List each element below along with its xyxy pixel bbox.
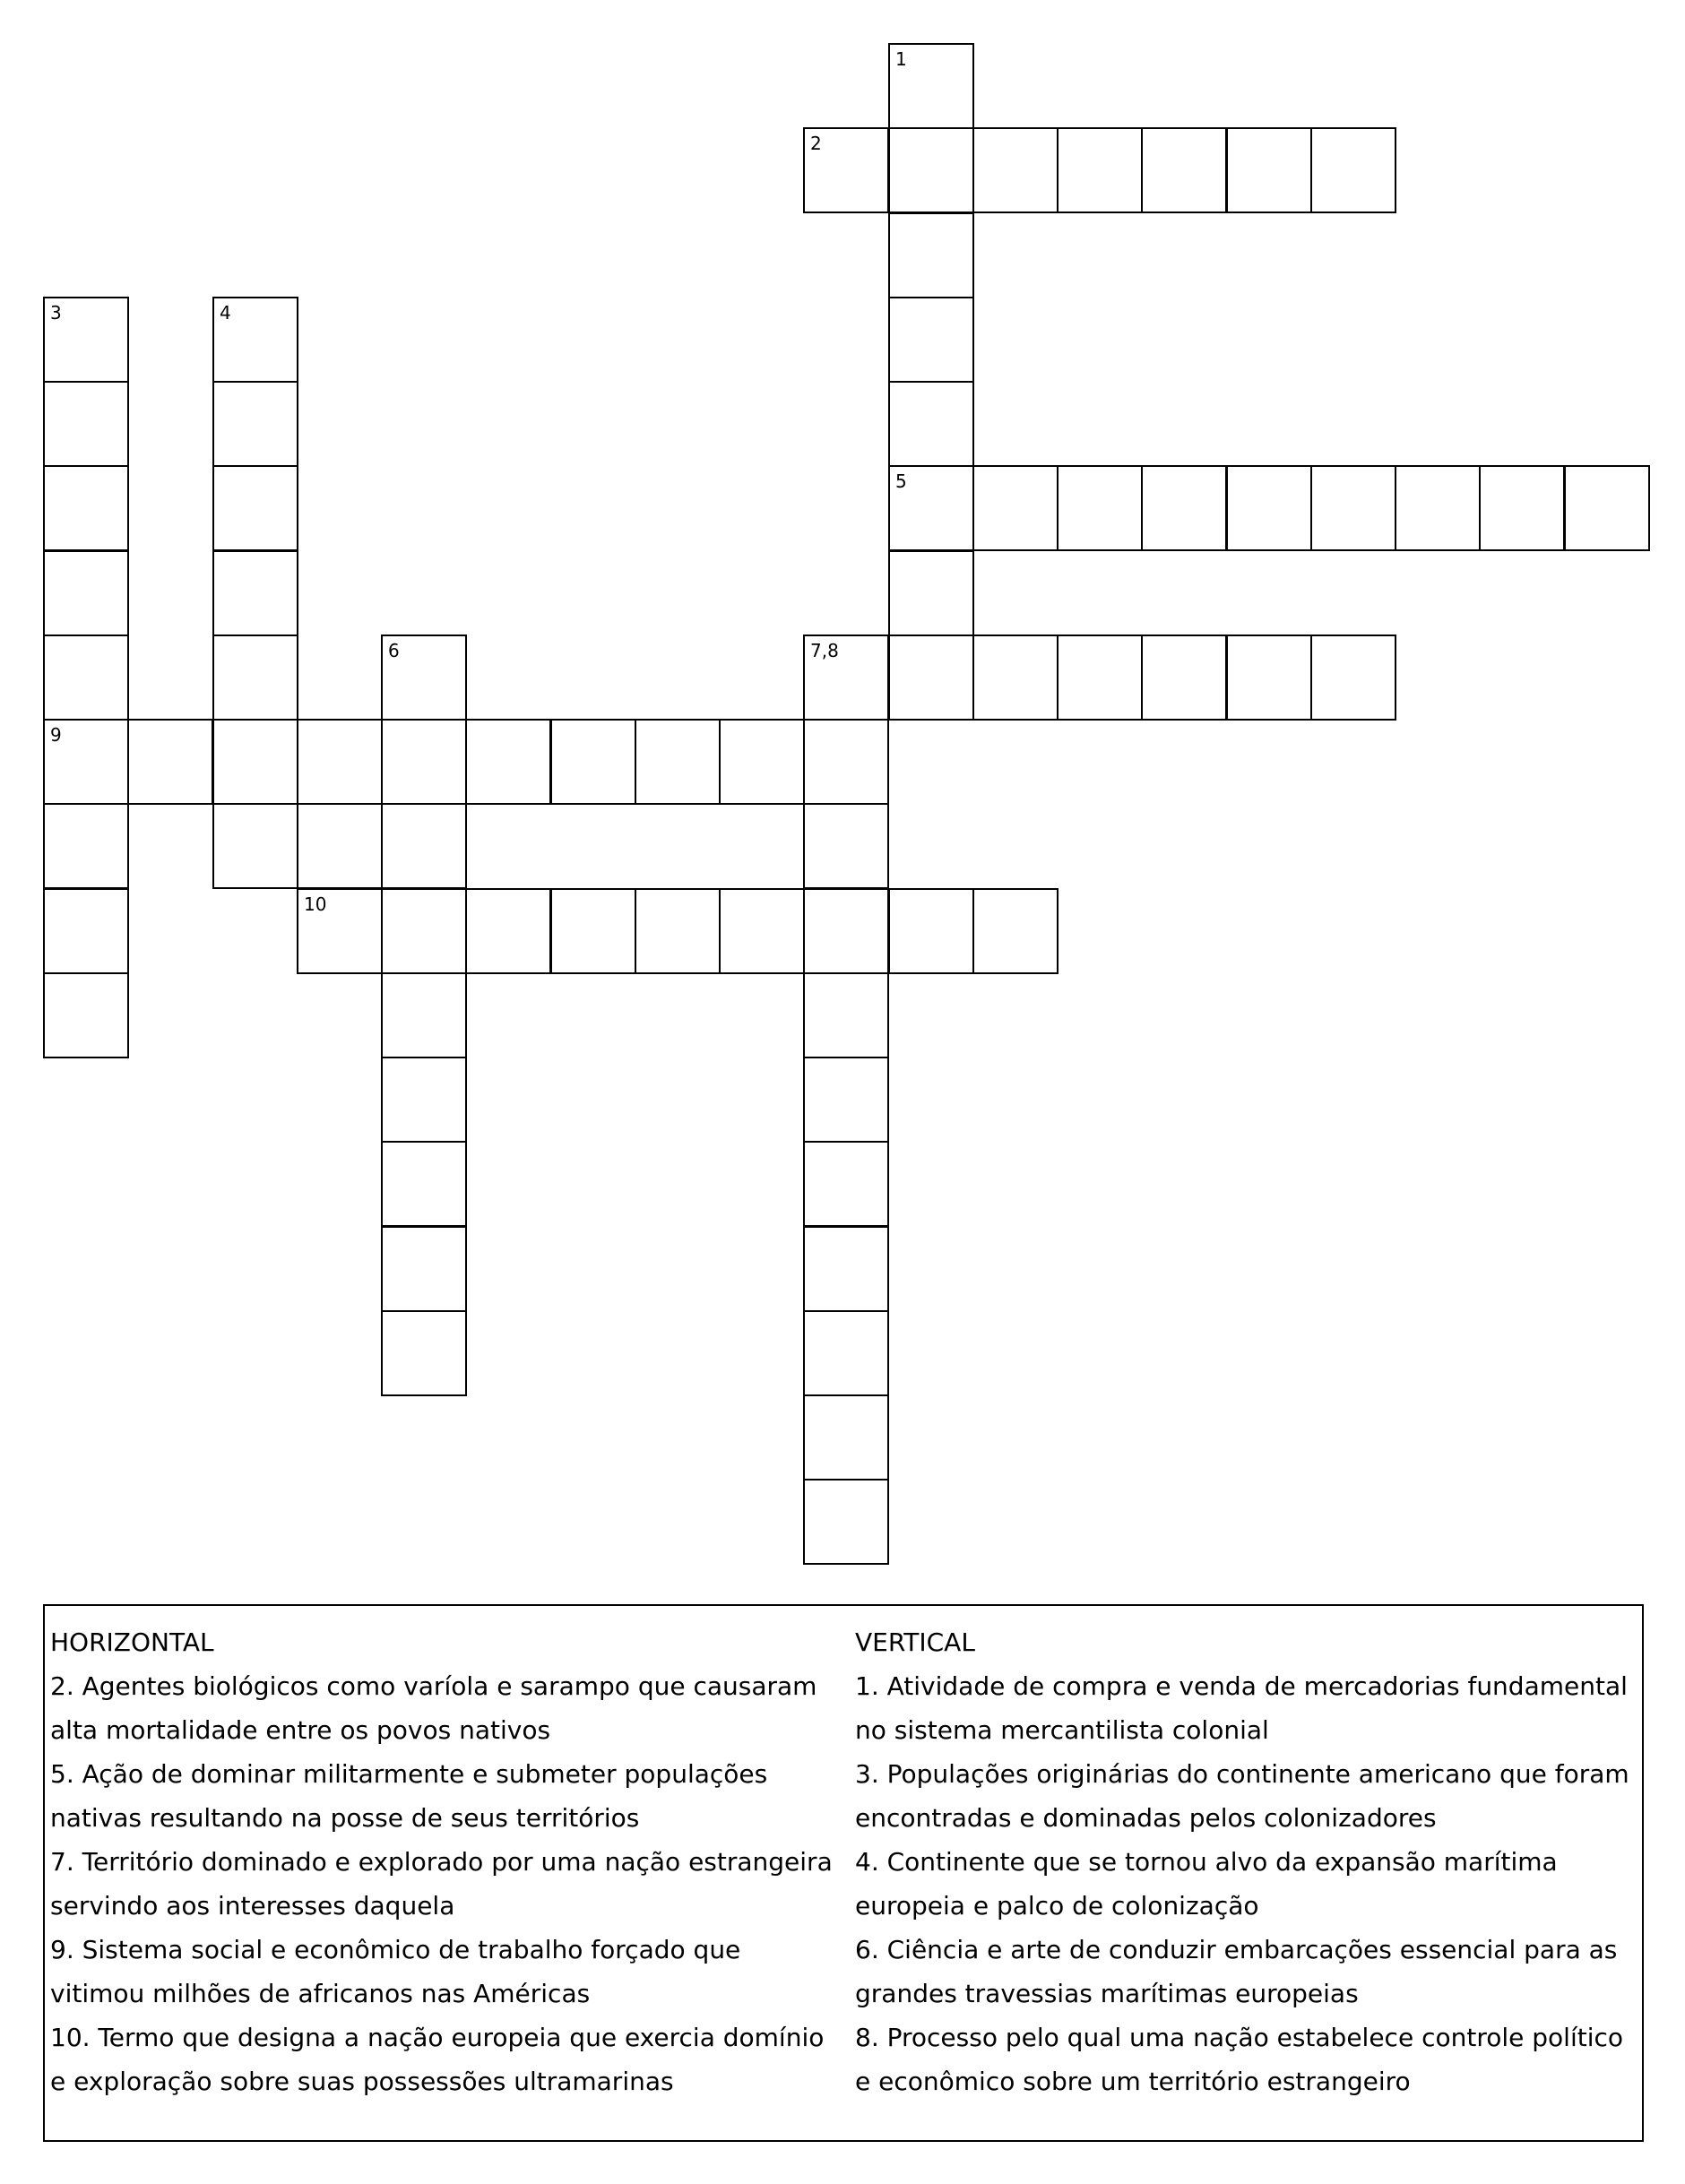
clue-number: 3 (50, 302, 62, 324)
clue-v-6: 6. Ciência e arte de conduzir embarcações essencial para as grandes travessias marítimas europeias (855, 1935, 1618, 2008)
crossword-cell[interactable] (381, 634, 467, 721)
crossword-cell[interactable] (43, 888, 129, 974)
clues-box (43, 1604, 1644, 2142)
crossword-cell[interactable] (212, 381, 298, 467)
crossword-cell[interactable] (212, 550, 298, 636)
crossword-cell[interactable] (635, 719, 721, 805)
crossword-cell[interactable] (550, 719, 636, 805)
crossword-cell[interactable] (43, 719, 129, 805)
crossword-cell[interactable] (1564, 465, 1650, 551)
crossword-cell[interactable] (381, 1057, 467, 1143)
crossword-cell[interactable] (43, 550, 129, 636)
crossword-cell[interactable] (888, 43, 974, 129)
crossword-cell[interactable] (803, 1141, 889, 1227)
crossword-cell[interactable] (43, 634, 129, 721)
crossword-cell[interactable] (888, 212, 974, 298)
vertical-clues (855, 1620, 1637, 2103)
crossword-cell[interactable] (1226, 127, 1312, 213)
crossword-cell[interactable] (43, 465, 129, 551)
crossword-cell[interactable] (803, 1226, 889, 1312)
crossword-cell[interactable] (888, 465, 974, 551)
crossword-cell[interactable] (381, 719, 467, 805)
crossword-cell[interactable] (43, 972, 129, 1058)
crossword-cell[interactable] (381, 803, 467, 889)
crossword-cell[interactable] (381, 1310, 467, 1396)
clue-number: 7,8 (810, 640, 839, 661)
crossword-cell[interactable] (43, 381, 129, 467)
crossword-cell[interactable] (803, 1394, 889, 1480)
crossword-cell[interactable] (1479, 465, 1565, 551)
crossword-cell[interactable] (1226, 634, 1312, 721)
crossword-cell[interactable] (212, 465, 298, 551)
crossword-cell[interactable] (888, 550, 974, 636)
crossword-cell[interactable] (803, 803, 889, 889)
crossword-cell[interactable] (888, 297, 974, 383)
crossword-cell[interactable] (465, 888, 551, 974)
crossword-cell[interactable] (297, 888, 383, 974)
crossword-cell[interactable] (1310, 465, 1396, 551)
crossword-cell[interactable] (1141, 465, 1227, 551)
crossword-cell[interactable] (1141, 634, 1227, 721)
clue-number: 6 (388, 640, 400, 661)
crossword-cell[interactable] (1057, 465, 1143, 551)
crossword-cell[interactable] (1057, 127, 1143, 213)
crossword-cell[interactable] (888, 634, 974, 721)
crossword-cell[interactable] (803, 888, 889, 974)
crossword-cell[interactable] (212, 297, 298, 383)
clue-h-7: 7. Território dominado e explorado por uma nação estrangeira servindo aos interesses daquela (50, 1847, 833, 1921)
clue-h-5: 5. Ação de dominar militarmente e submeter populações nativas resultando na posse de seus territórios (50, 1759, 768, 1833)
crossword-cell[interactable] (297, 803, 383, 889)
crossword-cell[interactable] (550, 888, 636, 974)
crossword-cell[interactable] (635, 888, 721, 974)
crossword-cell[interactable] (972, 634, 1059, 721)
crossword-cell[interactable] (1057, 634, 1143, 721)
crossword-cell[interactable] (888, 381, 974, 467)
crossword-cell[interactable] (212, 803, 298, 889)
crossword-cell[interactable] (43, 297, 129, 383)
crossword-cell[interactable] (43, 803, 129, 889)
clue-h-2: 2. Agentes biológicos como varíola e sarampo que causaram alta mortalidade entre os povos nativos (50, 1671, 817, 1745)
crossword-cell[interactable] (381, 888, 467, 974)
crossword-cell[interactable] (381, 1141, 467, 1227)
crossword-cell[interactable] (1141, 127, 1227, 213)
crossword-cell[interactable] (719, 719, 805, 805)
crossword-cell[interactable] (719, 888, 805, 974)
crossword-cell[interactable] (972, 465, 1059, 551)
clue-h-10: 10. Termo que designa a nação europeia que exercia domínio e exploração sobre suas possessões ultramarinas (50, 2023, 825, 2096)
crossword-cell[interactable] (212, 634, 298, 721)
crossword-cell[interactable] (1395, 465, 1481, 551)
clue-number: 4 (220, 302, 231, 324)
crossword-cell[interactable] (803, 1310, 889, 1396)
crossword-cell[interactable] (972, 127, 1059, 213)
crossword-cell[interactable] (465, 719, 551, 805)
clue-number: 1 (895, 48, 907, 70)
crossword-cell[interactable] (127, 719, 213, 805)
crossword-cell[interactable] (1310, 634, 1396, 721)
crossword-cell[interactable] (803, 127, 889, 213)
clue-number: 5 (895, 470, 907, 492)
crossword-cell[interactable] (1226, 465, 1312, 551)
clue-number: 2 (810, 133, 822, 154)
crossword-cell[interactable] (381, 1226, 467, 1312)
crossword-cell[interactable] (888, 127, 974, 213)
crossword-cell[interactable] (803, 634, 889, 721)
crossword-cell[interactable] (1310, 127, 1396, 213)
clue-v-8: 8. Processo pelo qual uma nação estabelece controle político e econômico sobre um território estrangeiro (855, 2023, 1624, 2096)
crossword-cell[interactable] (803, 719, 889, 805)
crossword-cell[interactable] (803, 972, 889, 1058)
clue-v-4: 4. Continente que se tornou alvo da expansão marítima europeia e palco de colonização (855, 1847, 1558, 1921)
horizontal-title: HORIZONTAL (50, 1627, 214, 1657)
crossword-cell[interactable] (972, 888, 1059, 974)
clue-v-1: 1. Atividade de compra e venda de mercadorias fundamental no sistema mercantilista colonial (855, 1671, 1628, 1745)
crossword-cell[interactable] (803, 1479, 889, 1565)
clue-number: 10 (304, 893, 327, 915)
crossword-cell[interactable] (888, 888, 974, 974)
clue-v-3: 3. Populações originárias do continente americano que foram encontradas e dominadas pelos colonizadores (855, 1759, 1629, 1833)
crossword-cell[interactable] (381, 972, 467, 1058)
clue-h-9: 9. Sistema social e econômico de trabalho forçado que vitimou milhões de africanos nas Américas (50, 1935, 741, 2008)
clue-number: 9 (50, 724, 62, 746)
crossword-cell[interactable] (803, 1057, 889, 1143)
crossword-cell[interactable] (212, 719, 298, 805)
horizontal-clues (50, 1620, 839, 2103)
crossword-cell[interactable] (297, 719, 383, 805)
vertical-title: VERTICAL (855, 1627, 975, 1657)
